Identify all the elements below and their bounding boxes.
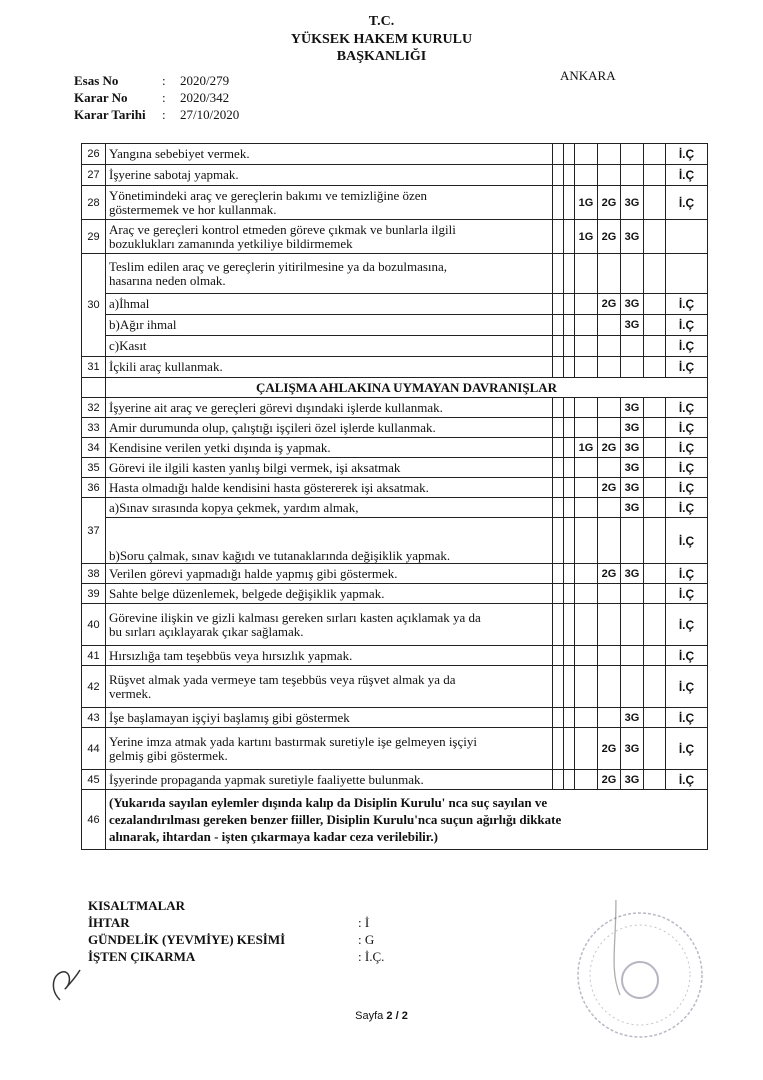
abbr-row — [88, 948, 384, 965]
note-line: alınarak, ihtardan - işten çıkarmaya kadar ceza verilebilir.) — [109, 829, 438, 844]
blank-cell — [644, 564, 666, 584]
meta-row: Karar No : 2020/342 — [74, 90, 230, 105]
row-number: 33 — [82, 418, 106, 438]
abbr-value: : G — [358, 932, 375, 947]
blank-cell — [644, 254, 666, 294]
description-line: göstermemek ve hor kullanmak. — [109, 201, 277, 217]
penalty-dismissal: İ.Ç — [666, 708, 708, 728]
sub-item-label: c)Kasıt — [106, 336, 553, 357]
penalty-1g — [575, 708, 598, 728]
blank-cell — [564, 294, 575, 315]
blank-cell — [598, 518, 621, 564]
blank-cell — [575, 498, 598, 518]
blank-cell — [644, 294, 666, 315]
description-line: Rüşvet almak yada vermeye tam teşebbüs veya rüşvet almak ya da — [109, 671, 456, 687]
blank-cell — [644, 418, 666, 438]
header-tc: T.C. — [368, 14, 395, 29]
description-line: Verilen görevi yapmadığı halde yapmış gibi göstermek. — [109, 565, 398, 581]
penalty-1g — [575, 357, 598, 378]
header-institution: YÜKSEK HAKEM KURULU — [290, 32, 473, 47]
penalty-3g — [621, 336, 644, 357]
table-row — [82, 584, 708, 604]
row-number: 41 — [82, 646, 106, 666]
penalty-dismissal: İ.Ç — [666, 646, 708, 666]
blank-cell — [564, 357, 575, 378]
penalty-2g — [598, 418, 621, 438]
penalty-3g: 3G — [621, 728, 644, 770]
blank-cell — [553, 584, 564, 604]
penalty-2g — [598, 584, 621, 604]
blank-cell — [553, 564, 564, 584]
penalty-3g — [621, 144, 644, 165]
table-row — [82, 790, 708, 850]
blank-cell — [553, 186, 564, 220]
blank-cell — [553, 770, 564, 790]
blank-cell — [553, 357, 564, 378]
row-number: 45 — [82, 770, 106, 790]
row-description — [106, 666, 553, 708]
row-description — [106, 728, 553, 770]
description-line: Görevi ile ilgili kasten yanlış bilgi vermek, işi aksatmak — [109, 459, 401, 475]
penalty-dismissal: İ.Ç — [666, 666, 708, 708]
penalty-dismissal: İ.Ç — [666, 584, 708, 604]
penalty-1g — [575, 478, 598, 498]
blank-cell — [564, 478, 575, 498]
description-line: Amir durumunda olup, çalıştığı işçileri özel işlerde kullanmak. — [109, 419, 436, 435]
meta-value: 2020/279 — [180, 73, 230, 88]
blank-cell — [621, 518, 644, 564]
penalty-dismissal: İ.Ç — [666, 398, 708, 418]
penalty-1g — [575, 728, 598, 770]
blank-cell — [553, 254, 564, 294]
penalty-dismissal: İ.Ç — [666, 336, 708, 357]
penalty-3g: 3G — [621, 294, 644, 315]
table-row — [82, 186, 708, 220]
description-line: Yerine imza atmak yada kartını bastırmak suretiyle işe gelmeyen işçiyi — [109, 733, 477, 749]
penalty-1g — [575, 398, 598, 418]
row-number: 35 — [82, 458, 106, 478]
penalty-2g: 2G — [598, 220, 621, 254]
blank-cell — [644, 728, 666, 770]
blank-cell — [564, 186, 575, 220]
blank-cell — [644, 666, 666, 708]
table-row — [82, 728, 708, 770]
penalty-2g — [598, 315, 621, 336]
meta-value: 2020/342 — [180, 90, 230, 105]
row-description — [106, 144, 553, 165]
penalty-dismissal: İ.Ç — [666, 770, 708, 790]
row-number: 31 — [82, 357, 106, 378]
blank-cell — [564, 315, 575, 336]
abbreviations — [88, 897, 384, 965]
penalty-3g: 3G — [621, 770, 644, 790]
penalty-3g — [621, 666, 644, 708]
penalty-2g: 2G — [598, 564, 621, 584]
blank-cell — [644, 458, 666, 478]
penalty-2g: 2G — [598, 438, 621, 458]
blank-cell — [564, 418, 575, 438]
description-line: İşyerine ait araç ve gereçleri görevi dışındaki işlerde kullanmak. — [109, 399, 443, 415]
blank-cell — [575, 518, 598, 564]
blank-cell — [564, 438, 575, 458]
abbr-value: : İ — [358, 915, 370, 930]
abbr-name: GÜNDELİK (YEVMİYE) KESİMİ — [88, 932, 286, 947]
penalty-dismissal: İ.Ç — [666, 728, 708, 770]
penalty-2g — [598, 646, 621, 666]
row-description — [106, 186, 553, 220]
penalty-dismissal: İ.Ç — [666, 144, 708, 165]
row-number: 28 — [82, 186, 106, 220]
blank-cell — [564, 254, 575, 294]
penalty-dismissal: İ.Ç — [666, 186, 708, 220]
blank-cell — [553, 438, 564, 458]
description-line: gelmiş gibi göstermek. — [109, 747, 228, 763]
penalty-2g — [598, 336, 621, 357]
penalty-3g: 3G — [621, 186, 644, 220]
description-line: bozuklukları zamanında yetkiliye bildirmemek — [109, 235, 353, 251]
blank-cell — [564, 336, 575, 357]
description-line: İçkili araç kullanmak. — [109, 359, 223, 374]
table-row — [82, 438, 708, 458]
penalty-1g — [575, 564, 598, 584]
penalty-3g: 3G — [621, 478, 644, 498]
table-row — [82, 458, 708, 478]
blank-cell — [598, 498, 621, 518]
meta-key: Karar Tarihi — [74, 107, 146, 122]
row-description — [106, 584, 553, 604]
blank-cell — [553, 458, 564, 478]
blank-cell — [644, 220, 666, 254]
penalty-dismissal: İ.Ç — [666, 357, 708, 378]
penalty-2g — [598, 604, 621, 646]
blank-cell — [644, 498, 666, 518]
sub-item-label: a)Sınav sırasında kopya çekmek, yardım almak, — [106, 498, 553, 518]
meta-row: Karar Tarihi : 27/10/2020 — [74, 107, 240, 122]
table-row — [82, 144, 708, 165]
blank-cell — [644, 604, 666, 646]
row-number: 27 — [82, 165, 106, 186]
blank-cell — [553, 666, 564, 708]
table-row — [82, 220, 708, 254]
penalty-2g — [598, 666, 621, 708]
closing-note — [106, 790, 708, 850]
penalty-1g — [575, 165, 598, 186]
row-description — [106, 398, 553, 418]
abbr-row — [88, 914, 384, 931]
description-line: Kendisine verilen yetki dışında iş yapmak. — [109, 439, 331, 455]
penalty-2g: 2G — [598, 728, 621, 770]
header-presidency: BAŞKANLIĞI — [336, 49, 427, 64]
table-row — [82, 165, 708, 186]
penalty-3g — [621, 357, 644, 378]
case-meta — [74, 72, 239, 123]
blank-cell — [644, 336, 666, 357]
blank-cell — [564, 646, 575, 666]
row-description — [106, 165, 553, 186]
row-number: 26 — [82, 144, 106, 165]
penalty-3g: 3G — [621, 458, 644, 478]
row-number: 39 — [82, 584, 106, 604]
blank-cell — [564, 666, 575, 708]
penalty-dismissal: İ.Ç — [666, 418, 708, 438]
penalty-dismissal: İ.Ç — [666, 438, 708, 458]
blank-cell — [553, 315, 564, 336]
blank-cell — [564, 770, 575, 790]
table-row — [82, 357, 708, 378]
blank-cell — [553, 728, 564, 770]
blank-cell — [553, 478, 564, 498]
penalty-3g — [621, 165, 644, 186]
row-description — [106, 708, 553, 728]
blank-cell — [553, 498, 564, 518]
sub-item-label: b)Soru çalmak, sınav kağıdı ve tutanaklarında değişiklik yapmak. — [106, 518, 553, 564]
blank-cell — [564, 220, 575, 254]
note-line: cezalandırılması gereken benzer fiiller, Disiplin Kurulu'nca suçun ağırlığı dikkate — [109, 812, 562, 827]
row-description — [106, 220, 553, 254]
blank-cell — [553, 646, 564, 666]
blank-cell — [564, 398, 575, 418]
abbr-name: İŞTEN ÇIKARMA — [88, 949, 196, 964]
penalty-1g — [575, 604, 598, 646]
table-row — [82, 315, 708, 336]
description-line: Sahte belge düzenlemek, belgede değişiklik yapmak. — [109, 585, 385, 601]
meta-row: Esas No : 2020/279 — [74, 73, 230, 88]
note-line: (Yukarıda sayılan eylemler dışında kalıp da Disiplin Kurulu' nca suç sayılan ve — [109, 795, 548, 810]
table-row — [82, 254, 708, 294]
penalty-1g: 1G — [575, 186, 598, 220]
penalty-3g — [621, 646, 644, 666]
blank-cell — [553, 418, 564, 438]
penalty-3g — [621, 604, 644, 646]
blank-cell — [553, 708, 564, 728]
description-line: Hırsızlığa tam teşebbüs veya hırsızlık yapmak. — [109, 647, 353, 663]
penalty-2g — [598, 144, 621, 165]
penalty-1g — [575, 315, 598, 336]
penalty-3g: 3G — [621, 564, 644, 584]
penalty-3g: 3G — [621, 708, 644, 728]
penalty-dismissal: İ.Ç — [666, 604, 708, 646]
table-row — [82, 398, 708, 418]
official-stamp — [565, 900, 715, 1050]
blank-cell — [666, 254, 708, 294]
penalty-dismissal: İ.Ç — [666, 458, 708, 478]
row-description — [106, 770, 553, 790]
description-line: hasarına neden olmak. — [109, 272, 226, 288]
blank-cell — [564, 564, 575, 584]
row-number: 32 — [82, 398, 106, 418]
penalty-2g: 2G — [598, 294, 621, 315]
blank-cell — [553, 604, 564, 646]
description-line: bu sırları açıklayarak çıkar sağlamak. — [109, 623, 304, 639]
row-description — [106, 357, 553, 378]
abbr-value: : İ.Ç. — [358, 949, 385, 964]
blank-cell — [564, 708, 575, 728]
page-number: Sayfa 2 / 2 — [355, 1010, 408, 1022]
table-row — [82, 498, 708, 518]
penalty-dismissal: İ.Ç — [666, 498, 708, 518]
row-description — [106, 564, 553, 584]
blank-cell — [598, 254, 621, 294]
penalty-2g — [598, 458, 621, 478]
penalty-2g — [598, 357, 621, 378]
signature-mark — [40, 960, 100, 1010]
row-description — [106, 418, 553, 438]
penalty-2g: 2G — [598, 770, 621, 790]
row-number: 44 — [82, 728, 106, 770]
description-line: İşyerinde propaganda yapmak suretiyle faaliyette bulunmak. — [109, 771, 424, 787]
abbr-name: İHTAR — [88, 915, 130, 930]
penalty-3g: 3G — [621, 438, 644, 458]
blank-cell — [564, 144, 575, 165]
blank-cell — [564, 518, 575, 564]
abbr-row — [88, 931, 384, 948]
abbreviations-title: KISALTMALAR — [88, 898, 186, 913]
penalty-3g: 3G — [621, 498, 644, 518]
penalty-dismissal: İ.Ç — [666, 294, 708, 315]
table-row — [82, 604, 708, 646]
blank-cell — [644, 165, 666, 186]
table-row — [82, 646, 708, 666]
row-number: 40 — [82, 604, 106, 646]
meta-key: Esas No — [74, 73, 119, 88]
penalty-1g — [575, 770, 598, 790]
row-number: 42 — [82, 666, 106, 708]
sub-item-label: b)Ağır ihmal — [106, 315, 553, 336]
description-line: Yönetimindeki araç ve gereçlerin bakımı ve temizliğine özen — [109, 187, 428, 203]
table-row — [82, 564, 708, 584]
meta-key: Karar No — [74, 90, 128, 105]
row-description — [106, 458, 553, 478]
blank-cell — [564, 165, 575, 186]
blank-cell — [553, 165, 564, 186]
blank-cell — [644, 315, 666, 336]
table-row — [82, 518, 708, 564]
table-row — [82, 666, 708, 708]
row-description — [106, 254, 553, 294]
row-description — [106, 478, 553, 498]
row-number: 30 — [82, 254, 106, 357]
table-row — [82, 418, 708, 438]
meta-value: 27/10/2020 — [180, 107, 240, 122]
penalty-2g: 2G — [598, 478, 621, 498]
row-number: 36 — [82, 478, 106, 498]
description-line: Hasta olmadığı halde kendisini hasta göstererek işi aksatmak. — [109, 479, 429, 495]
blank-cell — [644, 438, 666, 458]
penalty-dismissal: İ.Ç — [666, 478, 708, 498]
table-row — [82, 708, 708, 728]
blank-cell — [553, 144, 564, 165]
blank-cell — [564, 604, 575, 646]
penalty-1g — [575, 144, 598, 165]
penalty-1g — [575, 418, 598, 438]
description-line: Teslim edilen araç ve gereçlerin yitirilmesine ya da bozulmasına, — [109, 258, 448, 274]
blank-cell — [553, 336, 564, 357]
blank-cell — [82, 378, 106, 398]
blank-cell — [644, 144, 666, 165]
sub-item-label: a)İhmal — [106, 294, 553, 315]
table-row — [82, 336, 708, 357]
penalty-dismissal: İ.Ç — [666, 564, 708, 584]
penalty-1g — [575, 666, 598, 708]
blank-cell — [553, 398, 564, 418]
penalty-3g — [621, 584, 644, 604]
blank-cell — [644, 770, 666, 790]
blank-cell — [644, 398, 666, 418]
penalty-2g — [598, 398, 621, 418]
row-number: 34 — [82, 438, 106, 458]
blank-cell — [621, 254, 644, 294]
penalty-3g: 3G — [621, 418, 644, 438]
blank-cell — [644, 478, 666, 498]
description-line: İşe başlamayan işçiyi başlamış gibi göstermek — [109, 709, 350, 725]
penalty-dismissal — [666, 220, 708, 254]
table-row — [82, 770, 708, 790]
table-row — [82, 478, 708, 498]
section-row — [82, 378, 708, 398]
penalty-1g — [575, 584, 598, 604]
penalty-3g: 3G — [621, 220, 644, 254]
blank-cell — [575, 254, 598, 294]
blank-cell — [553, 294, 564, 315]
penalty-3g: 3G — [621, 398, 644, 418]
blank-cell — [644, 708, 666, 728]
table-row — [82, 294, 708, 315]
penalty-3g: 3G — [621, 315, 644, 336]
city: ANKARA — [560, 68, 616, 83]
blank-cell — [564, 498, 575, 518]
description-line: Araç ve gereçleri kontrol etmeden göreve çıkmak ve bunlarla ilgili — [109, 221, 456, 237]
blank-cell — [644, 357, 666, 378]
penalty-2g: 2G — [598, 186, 621, 220]
blank-cell — [564, 728, 575, 770]
blank-cell — [644, 584, 666, 604]
section-title: ÇALIŞMA AHLAKINA UYMAYAN DAVRANIŞLAR — [106, 378, 708, 398]
blank-cell — [564, 584, 575, 604]
penalty-table — [81, 143, 708, 850]
penalty-2g — [598, 708, 621, 728]
penalty-2g — [598, 165, 621, 186]
row-number: 37 — [82, 498, 106, 564]
row-description — [106, 604, 553, 646]
penalty-dismissal: İ.Ç — [666, 315, 708, 336]
penalty-1g — [575, 458, 598, 478]
penalty-1g — [575, 294, 598, 315]
blank-cell — [553, 220, 564, 254]
penalty-1g — [575, 336, 598, 357]
blank-cell — [644, 518, 666, 564]
row-number: 29 — [82, 220, 106, 254]
row-number: 46 — [82, 790, 106, 850]
description-line: vermek. — [109, 685, 152, 701]
blank-cell — [564, 458, 575, 478]
blank-cell — [644, 646, 666, 666]
row-description — [106, 438, 553, 458]
description-line: İşyerine sabotaj yapmak. — [109, 167, 239, 182]
penalty-1g — [575, 646, 598, 666]
penalty-dismissal: İ.Ç — [666, 165, 708, 186]
row-number: 43 — [82, 708, 106, 728]
penalty-dismissal: İ.Ç — [666, 518, 708, 564]
row-description — [106, 646, 553, 666]
blank-cell — [553, 518, 564, 564]
blank-cell — [644, 186, 666, 220]
penalty-1g: 1G — [575, 220, 598, 254]
description-line: Yangına sebebiyet vermek. — [109, 146, 250, 161]
description-line: Görevine ilişkin ve gizli kalması gereken sırları kasten açıklamak ya da — [109, 609, 481, 625]
penalty-1g: 1G — [575, 438, 598, 458]
row-number: 38 — [82, 564, 106, 584]
